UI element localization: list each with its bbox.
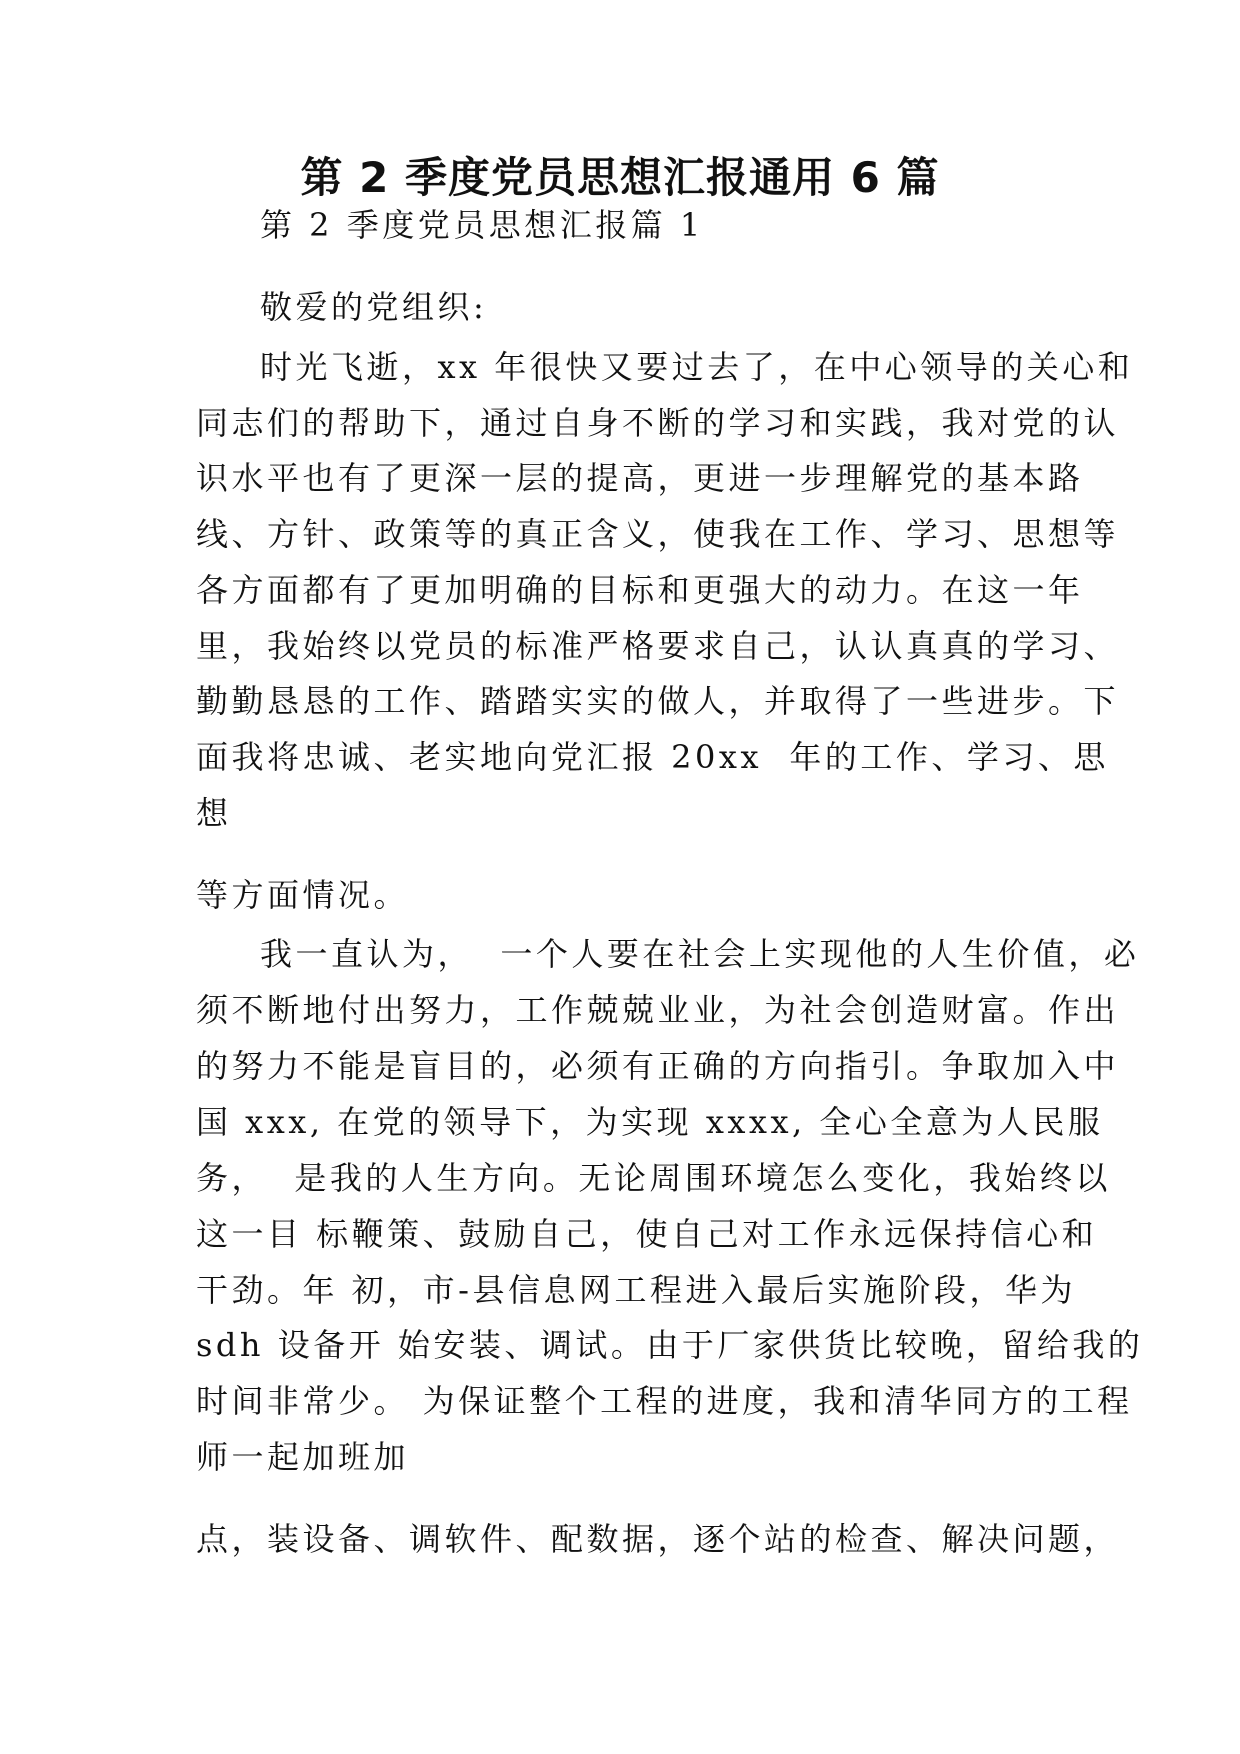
paragraph-line: 干劲。年 初，市-县信息网工程进入最后实施阶段，华为	[196, 1271, 1076, 1309]
paragraph-line: 勤勤恳恳的工作、踏踏实实的做人，并取得了一些进步。下	[196, 682, 1120, 720]
paragraph-line: 各方面都有了更加明确的目标和更强大的动力。在这一年	[196, 571, 1084, 609]
salutation: 敬爱的党组织:	[260, 288, 488, 326]
paragraph-line: 这一目 标鞭策、鼓励自己，使自己对工作永远保持信心和	[196, 1215, 1098, 1253]
paragraph-line: 识水平也有了更深一层的提高，更进一步理解党的基本路	[196, 459, 1084, 497]
paragraph-line: 务， 是我的人生方向。无论周围环境怎么变化，我始终以	[196, 1159, 1111, 1197]
paragraph-line: 时间非常少。 为保证整个工程的进度，我和清华同方的工程	[196, 1382, 1133, 1420]
paragraph-line: 里，我始终以党员的标准严格要求自己，认认真真的学习、	[196, 627, 1120, 665]
paragraph-line: 线、方针、政策等的真正含义，使我在工作、学习、思想等	[196, 515, 1120, 553]
section-heading: 第 2 季度党员思想汇报篇 1	[260, 206, 704, 244]
paragraph-line: 想	[196, 794, 232, 832]
paragraph-line: 同志们的帮助下，通过自身不断的学习和实践，我对党的认	[196, 404, 1120, 442]
paragraph-line: 须不断地付出努力，工作兢兢业业，为社会创造财富。作出	[196, 991, 1120, 1029]
document-title: 第 2 季度党员思想汇报通用 6 篇	[300, 153, 940, 202]
paragraph-line: 的努力不能是盲目的，必须有正确的方向指引。争取加入中	[196, 1047, 1120, 1085]
paragraph-line: 我一直认为， 一个人要在社会上实现他的人生价值，必	[260, 935, 1140, 973]
paragraph-line: 师一起加班加	[196, 1438, 410, 1476]
paragraph-line: 时光飞逝，xx 年很快又要过去了，在中心领导的关心和	[260, 348, 1134, 386]
paragraph-line: 面我将忠诚、老实地向党汇报 20xx 年的工作、学习、思	[196, 738, 1109, 776]
paragraph-line: sdh 设备开 始安装、调试。由于厂家供货比较晚，留给我的	[196, 1326, 1144, 1364]
paragraph-line: 国 xxx, 在党的领导下，为实现 xxxx, 全心全意为人民服	[196, 1103, 1104, 1141]
paragraph-line: 等方面情况。	[196, 876, 410, 914]
paragraph-line: 点，装设备、调软件、配数据，逐个站的检查、解决问题，	[196, 1520, 1120, 1558]
